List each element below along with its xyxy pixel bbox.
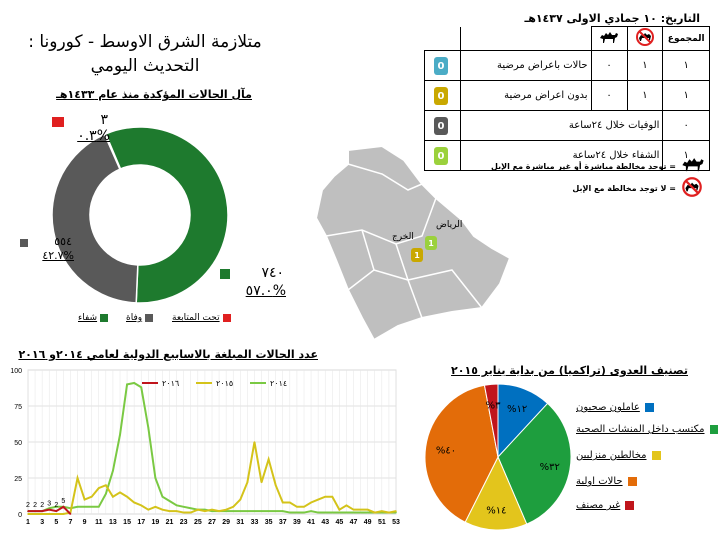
series-point (275, 510, 277, 512)
row-label: حالات باعراض مرضية (460, 51, 591, 81)
death-count: ٥٥٤ (54, 235, 72, 248)
series-point (91, 506, 93, 508)
series-point (70, 513, 72, 515)
series-point (240, 510, 242, 512)
data-label: 2 (33, 502, 38, 510)
row-total-value: ٠ (663, 111, 710, 141)
pie-legend-swatch (625, 501, 634, 510)
series-point (353, 509, 355, 511)
x-tick-label: 53 (392, 519, 400, 526)
cured-count: ٧٤٠ (261, 265, 284, 281)
pie-legend-swatch (628, 477, 637, 486)
x-tick-label: 3 (40, 519, 45, 526)
row-label: الشفاء خلال ٢٤ساعة (460, 141, 662, 171)
series-point (261, 482, 263, 484)
series-point (254, 510, 256, 512)
series-point (296, 506, 298, 508)
deaths-badge: 0 (434, 117, 448, 135)
camel-icon (598, 29, 620, 45)
series-point (27, 513, 29, 515)
y-tick-label: 50 (14, 440, 22, 447)
followup-swatch (52, 117, 64, 127)
series-point (133, 502, 135, 504)
series-point (310, 510, 312, 512)
death-pct: %٤٢.٧ (42, 249, 74, 262)
row-badge-cell (425, 111, 461, 141)
asymptomatic-badge: 0 (434, 87, 448, 105)
series-point (112, 496, 114, 498)
series-point (56, 513, 58, 515)
x-tick-label: 11 (95, 519, 103, 526)
series-point (105, 484, 107, 486)
followup-count: ٣ (100, 112, 108, 128)
row-camel-value: ٠ (591, 51, 627, 81)
row-nocamel-value: ١ (627, 51, 663, 81)
pie-legend-label: حالات اولية (576, 476, 623, 487)
series-point (204, 510, 206, 512)
legend-followup (172, 313, 231, 323)
date-label: التاريخ: ١٠ جمادي الاولى ١٤٣٧هـ (524, 12, 700, 25)
series-point (105, 493, 107, 495)
series-point (303, 506, 305, 508)
x-tick-label: 39 (293, 519, 301, 526)
legend-no-camel-icon (680, 176, 704, 202)
series-point (324, 512, 326, 514)
saudi-map (312, 140, 518, 350)
series-point (289, 502, 291, 504)
series-point (190, 512, 192, 514)
series-point (268, 458, 270, 460)
series-point (282, 502, 284, 504)
series-point (332, 512, 334, 514)
riyadh-marker[interactable]: 1 (425, 236, 437, 250)
x-tick-label: 17 (137, 519, 146, 526)
data-label: 2 (40, 502, 45, 510)
x-tick-label: 7 (68, 519, 73, 526)
series-point (119, 434, 121, 436)
pie-legend-item (576, 424, 718, 435)
row-badge-cell (425, 51, 461, 81)
stats-row-asymptomatic (425, 81, 710, 111)
legend-cured-label: شفاء (78, 313, 98, 323)
legend-no-camel-text: = لا توجد مخالطة مع الإبل (572, 184, 676, 193)
legend-death-label: وفاة (126, 313, 143, 323)
line-chart (0, 362, 410, 538)
donut-chart (40, 120, 260, 320)
series-point (254, 441, 256, 443)
header-camel-cell (591, 27, 627, 51)
pie-legend-label: عاملون صحيون (576, 402, 640, 413)
series-point (346, 512, 348, 514)
page-title (20, 30, 270, 78)
series-point (63, 513, 65, 515)
pie-legend-swatch (710, 425, 718, 434)
row-total-value: ١ (663, 81, 710, 111)
row-total-value: ١ (663, 51, 710, 81)
series-point (289, 512, 291, 514)
series-point (148, 509, 150, 511)
x-tick-label: 29 (222, 519, 231, 526)
series-point (317, 512, 319, 514)
x-tick-label: 25 (193, 519, 202, 526)
series-point (282, 510, 284, 512)
series-point (77, 477, 79, 479)
x-tick-label: 41 (307, 519, 315, 526)
header-total-cell: المجموع (663, 27, 710, 51)
legend-cured (78, 313, 108, 323)
data-label: 2 (54, 502, 59, 510)
pie-data-label: %٤٠ (435, 445, 457, 457)
pie-data-label: %١٢ (507, 404, 528, 416)
legend-followup-label: تحت المتابعة (172, 313, 220, 323)
recoveries-badge: 0 (434, 147, 448, 165)
header-nocamel-cell (627, 27, 663, 51)
series-point (112, 470, 114, 472)
x-tick-label: 51 (377, 519, 386, 526)
series-point (176, 510, 178, 512)
series-point (48, 513, 50, 515)
series-point (332, 496, 334, 498)
pie-data-label: %١٤ (486, 505, 507, 517)
series-point (374, 512, 376, 514)
row-badge-cell (425, 81, 461, 111)
series-point (296, 512, 298, 514)
row-total-value: ١ (663, 141, 710, 171)
cured-swatch (220, 269, 230, 279)
series-point (381, 510, 383, 512)
y-tick-label: 100 (10, 368, 22, 375)
series-point (211, 509, 213, 511)
series-point (63, 506, 65, 508)
series-point (353, 512, 355, 514)
series-point (218, 510, 220, 512)
x-tick-label: 23 (179, 519, 188, 526)
row-label: الوفيات خلال ٢٤ساعة (460, 111, 662, 141)
series-point (395, 510, 397, 512)
series-point (268, 510, 270, 512)
data-label: 2 (26, 502, 30, 510)
donut-title: مآل الحالات المؤكدة منذ عام ١٤٣٣هـ (56, 88, 252, 101)
series-point (98, 506, 100, 508)
pie-legend-item (576, 402, 654, 413)
series-point (133, 382, 135, 384)
stats-row-symptomatic (425, 51, 710, 81)
pie-data-label: %٣٢ (539, 461, 560, 473)
series-point (176, 505, 178, 507)
row-camel-value: ٠ (591, 81, 627, 111)
series-point (140, 386, 142, 388)
series-point (162, 496, 164, 498)
series-point (303, 512, 305, 514)
cured-pct: %٥٧.٠ (245, 283, 286, 299)
series-point (232, 510, 234, 512)
pie-legend-swatch (652, 451, 661, 460)
line-chart-title: عدد الحالات المبلغة بالاسابيع الدولية لعامي ٢٠١٤و ٢٠١٦ (18, 348, 318, 361)
series-point (48, 509, 50, 511)
x-tick-label: 21 (165, 519, 174, 526)
series-point (91, 496, 93, 498)
data-label: 5 (61, 497, 66, 505)
series-point (148, 427, 150, 429)
series-point (183, 512, 185, 514)
x-tick-label: 35 (264, 519, 273, 526)
series-point (339, 512, 341, 514)
series-point (317, 499, 319, 501)
page-title-line1: متلازمة الشرق الاوسط - كورونا : (28, 32, 262, 52)
pie-chart (420, 380, 580, 535)
stats-row-deaths (425, 111, 710, 141)
series-point (34, 513, 36, 515)
series-point (225, 509, 227, 511)
series-point (247, 482, 249, 484)
series-point (34, 510, 36, 512)
series-point (56, 510, 58, 512)
series-point (275, 484, 277, 486)
legend-label: ٢٠١٦ (162, 379, 180, 388)
x-tick-label: 43 (321, 519, 330, 526)
y-tick-label: 75 (14, 404, 22, 411)
x-tick-label: 1 (26, 519, 30, 526)
x-tick-label: 47 (349, 519, 358, 526)
row-nocamel-value: ١ (627, 81, 663, 111)
series-point (41, 510, 43, 512)
x-tick-label: 31 (236, 519, 245, 526)
pie-chart-title: تصنيف العدوى (تراكميا) من بداية يناير ٢٠١٥ (451, 364, 688, 377)
series-point (98, 487, 100, 489)
series-point (140, 505, 142, 507)
series-point (126, 384, 128, 386)
series-point (240, 499, 242, 501)
series-point (169, 500, 171, 502)
x-tick-label: 13 (109, 519, 117, 526)
series-point (324, 496, 326, 498)
series-point (339, 509, 341, 511)
series-point (197, 509, 199, 511)
series-point (346, 505, 348, 507)
data-label: 3 (47, 500, 52, 508)
series-point (183, 506, 185, 508)
pie-legend-item (576, 500, 634, 511)
x-tick-label: 5 (54, 519, 59, 526)
legend-camel-text: = توجد مخالطة مباشرة أو غير مباشرة مع الإبل (490, 162, 676, 171)
series-point (155, 506, 157, 508)
series-point (360, 509, 362, 511)
series-point (367, 509, 369, 511)
header-label-cell (460, 27, 591, 51)
stats-header-row (425, 27, 710, 51)
series-point (41, 513, 43, 515)
series-point (169, 510, 171, 512)
series-point (247, 510, 249, 512)
legend-label: ٢٠١٤ (270, 379, 288, 388)
series-point (77, 506, 79, 508)
series-point (232, 506, 234, 508)
no-camel-icon (634, 28, 656, 46)
page-title-line2: التحديث اليومي (90, 56, 200, 76)
series-point (367, 512, 369, 514)
x-tick-label: 19 (151, 519, 160, 526)
series-point (310, 502, 312, 504)
row-label: بدون اعراض مرضية (460, 81, 591, 111)
x-tick-label: 49 (363, 519, 372, 526)
legend-camel-icon (680, 154, 706, 178)
x-tick-label: 33 (250, 519, 259, 526)
series-point (84, 506, 86, 508)
symptomatic-badge: 0 (434, 57, 448, 75)
series-point (360, 512, 362, 514)
x-tick-label: 37 (278, 519, 287, 526)
pie-legend-label: مكتسب داخل المنشات الصحية (576, 424, 705, 435)
legend-label: ٢٠١٥ (216, 379, 234, 388)
followup-pct: %٠.٣ (77, 128, 110, 144)
series-point (119, 492, 121, 494)
series-point (155, 477, 157, 479)
header-empty (425, 27, 461, 51)
series-point (388, 512, 390, 514)
x-tick-label: 9 (82, 519, 87, 526)
death-swatch (20, 239, 28, 247)
pie-legend-label: مخالطين منزليين (576, 450, 647, 461)
pie-data-label: %٣ (485, 400, 501, 412)
pie-legend-item (576, 450, 661, 461)
series-point (261, 510, 263, 512)
city-riyadh-label: الرياض (436, 220, 463, 230)
city-kharj-label: الخرج (392, 232, 414, 242)
kharj-marker[interactable]: 1 (411, 248, 423, 262)
series-point (126, 496, 128, 498)
x-tick-label: 27 (208, 519, 216, 526)
series-point (27, 510, 29, 512)
x-tick-label: 15 (123, 519, 131, 526)
y-tick-label: 0 (18, 512, 22, 519)
series-point (84, 499, 86, 501)
pie-legend-item (576, 476, 637, 487)
legend-death (126, 313, 153, 323)
series-point (190, 507, 192, 509)
pie-legend-swatch (645, 403, 654, 412)
y-tick-label: 25 (14, 476, 22, 483)
series-point (162, 509, 164, 511)
pie-legend-label: غير مصنف (576, 500, 621, 511)
x-tick-label: 45 (335, 519, 344, 526)
